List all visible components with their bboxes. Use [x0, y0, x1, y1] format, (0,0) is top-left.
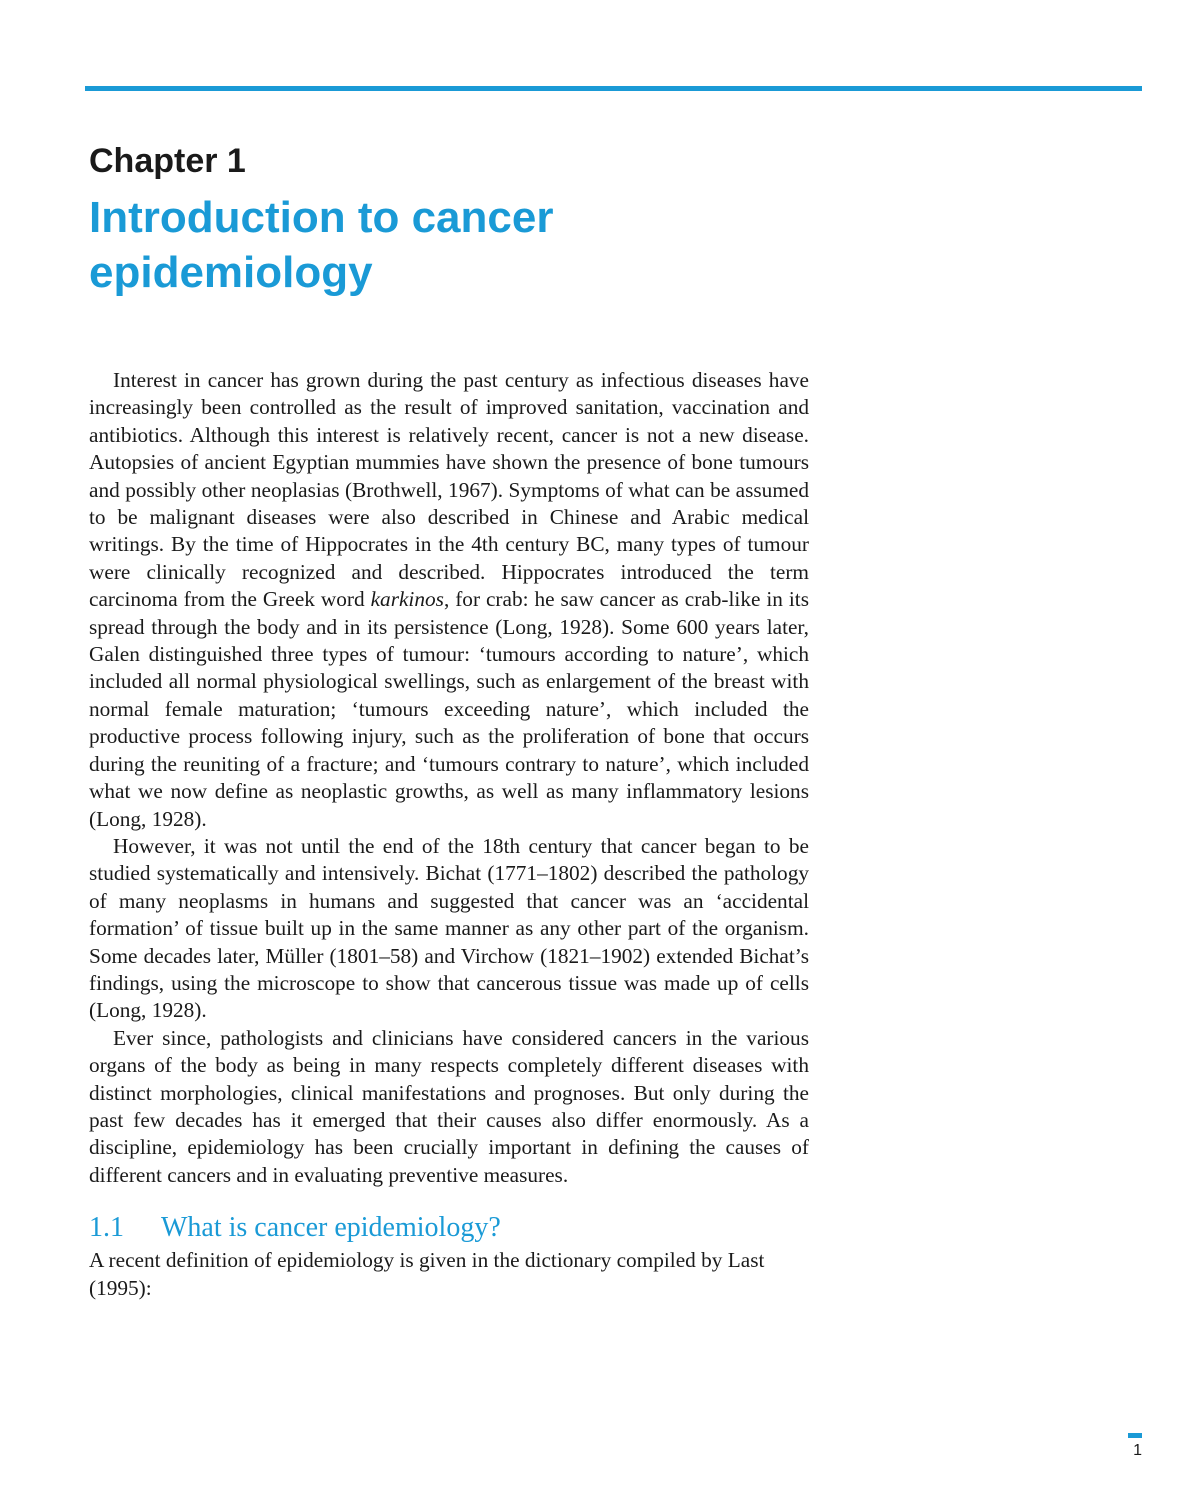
- paragraph-4: A recent definition of epidemiology is given in the dictionary compiled by Last (1995):: [89, 1248, 765, 1300]
- section-title: What is cancer epidemiology?: [161, 1212, 501, 1244]
- paragraph-2: However, it was not until the end of the 18th century that cancer began to be studied systematically and intensively. Bichat (1771–1802) described the pathology of many neoplasms in humans and suggested that cancer was an ‘accidental formation’ of tissue built up in the same manner as any other part of the organism. Some decades later, Müller (1801–58) and Virchow (1821–1902) extended Bichat’s findings, using the microscope to show that cancerous tissue was made up of cells (Long, 1928).: [89, 833, 809, 1023]
- chapter-title: Introduction to cancer epidemiology: [89, 193, 554, 297]
- paragraph-1: [89, 367, 809, 833]
- top-rule: [85, 86, 1142, 91]
- section-heading: [89, 1211, 809, 1245]
- page-number: 1: [1133, 1442, 1142, 1459]
- paragraph-1-italic-term: karkinos: [370, 587, 444, 612]
- paragraph-3: Ever since, pathologists and clinicians have considered cancers in the various organs of the body as being in many respects completely different diseases with distinct morphologies, clinical manifestations and prognoses. But only during the past few decades has it emerged that their causes also differ enormously. As a discipline, epidemiology has been crucially important in defining the causes of different cancers and in evaluating preventive measures.: [89, 1025, 809, 1187]
- section-number: 1.1: [89, 1212, 124, 1244]
- body-text: [89, 367, 809, 1302]
- page-marker: [1128, 1433, 1142, 1438]
- paragraph-1-text-b: , for crab: he saw cancer as crab-like in its spread through the body and in its persistence (Long, 1928). Some 600 years later, Galen distinguished three types of tumour: ‘tumours according to nature’, which included all normal physiological swellings, such as enlargement of the breast with normal female maturation; ‘tumours exceeding nature’, which included the productive process following injury, such as the proliferation of bone that occurs during the reuniting of a fracture; and ‘tumours contrary to nature’, which included what we now define as neoplastic growths, as well as many inflammatory lesions (Long, 1928).: [89, 587, 809, 831]
- chapter-label: Chapter 1: [89, 142, 246, 180]
- paragraph-1-text-a: Interest in cancer has grown during the past century as infectious diseases have increasingly been controlled as the result of improved sanitation, vaccination and antibiotics. Although this interest is relatively recent, cancer is not a new disease. Autopsies of ancient Egyptian mummies have shown the presence of bone tumours and possibly other neoplasias (Brothwell, 1967). Symptoms of what can be assumed to be malignant diseases were also described in Chinese and Arabic medical writings. By the time of Hippocrates in the 4th century BC, many types of tumour were clinically recognized and described. Hippocrates introduced the term carcinoma from the Greek word: [89, 368, 809, 612]
